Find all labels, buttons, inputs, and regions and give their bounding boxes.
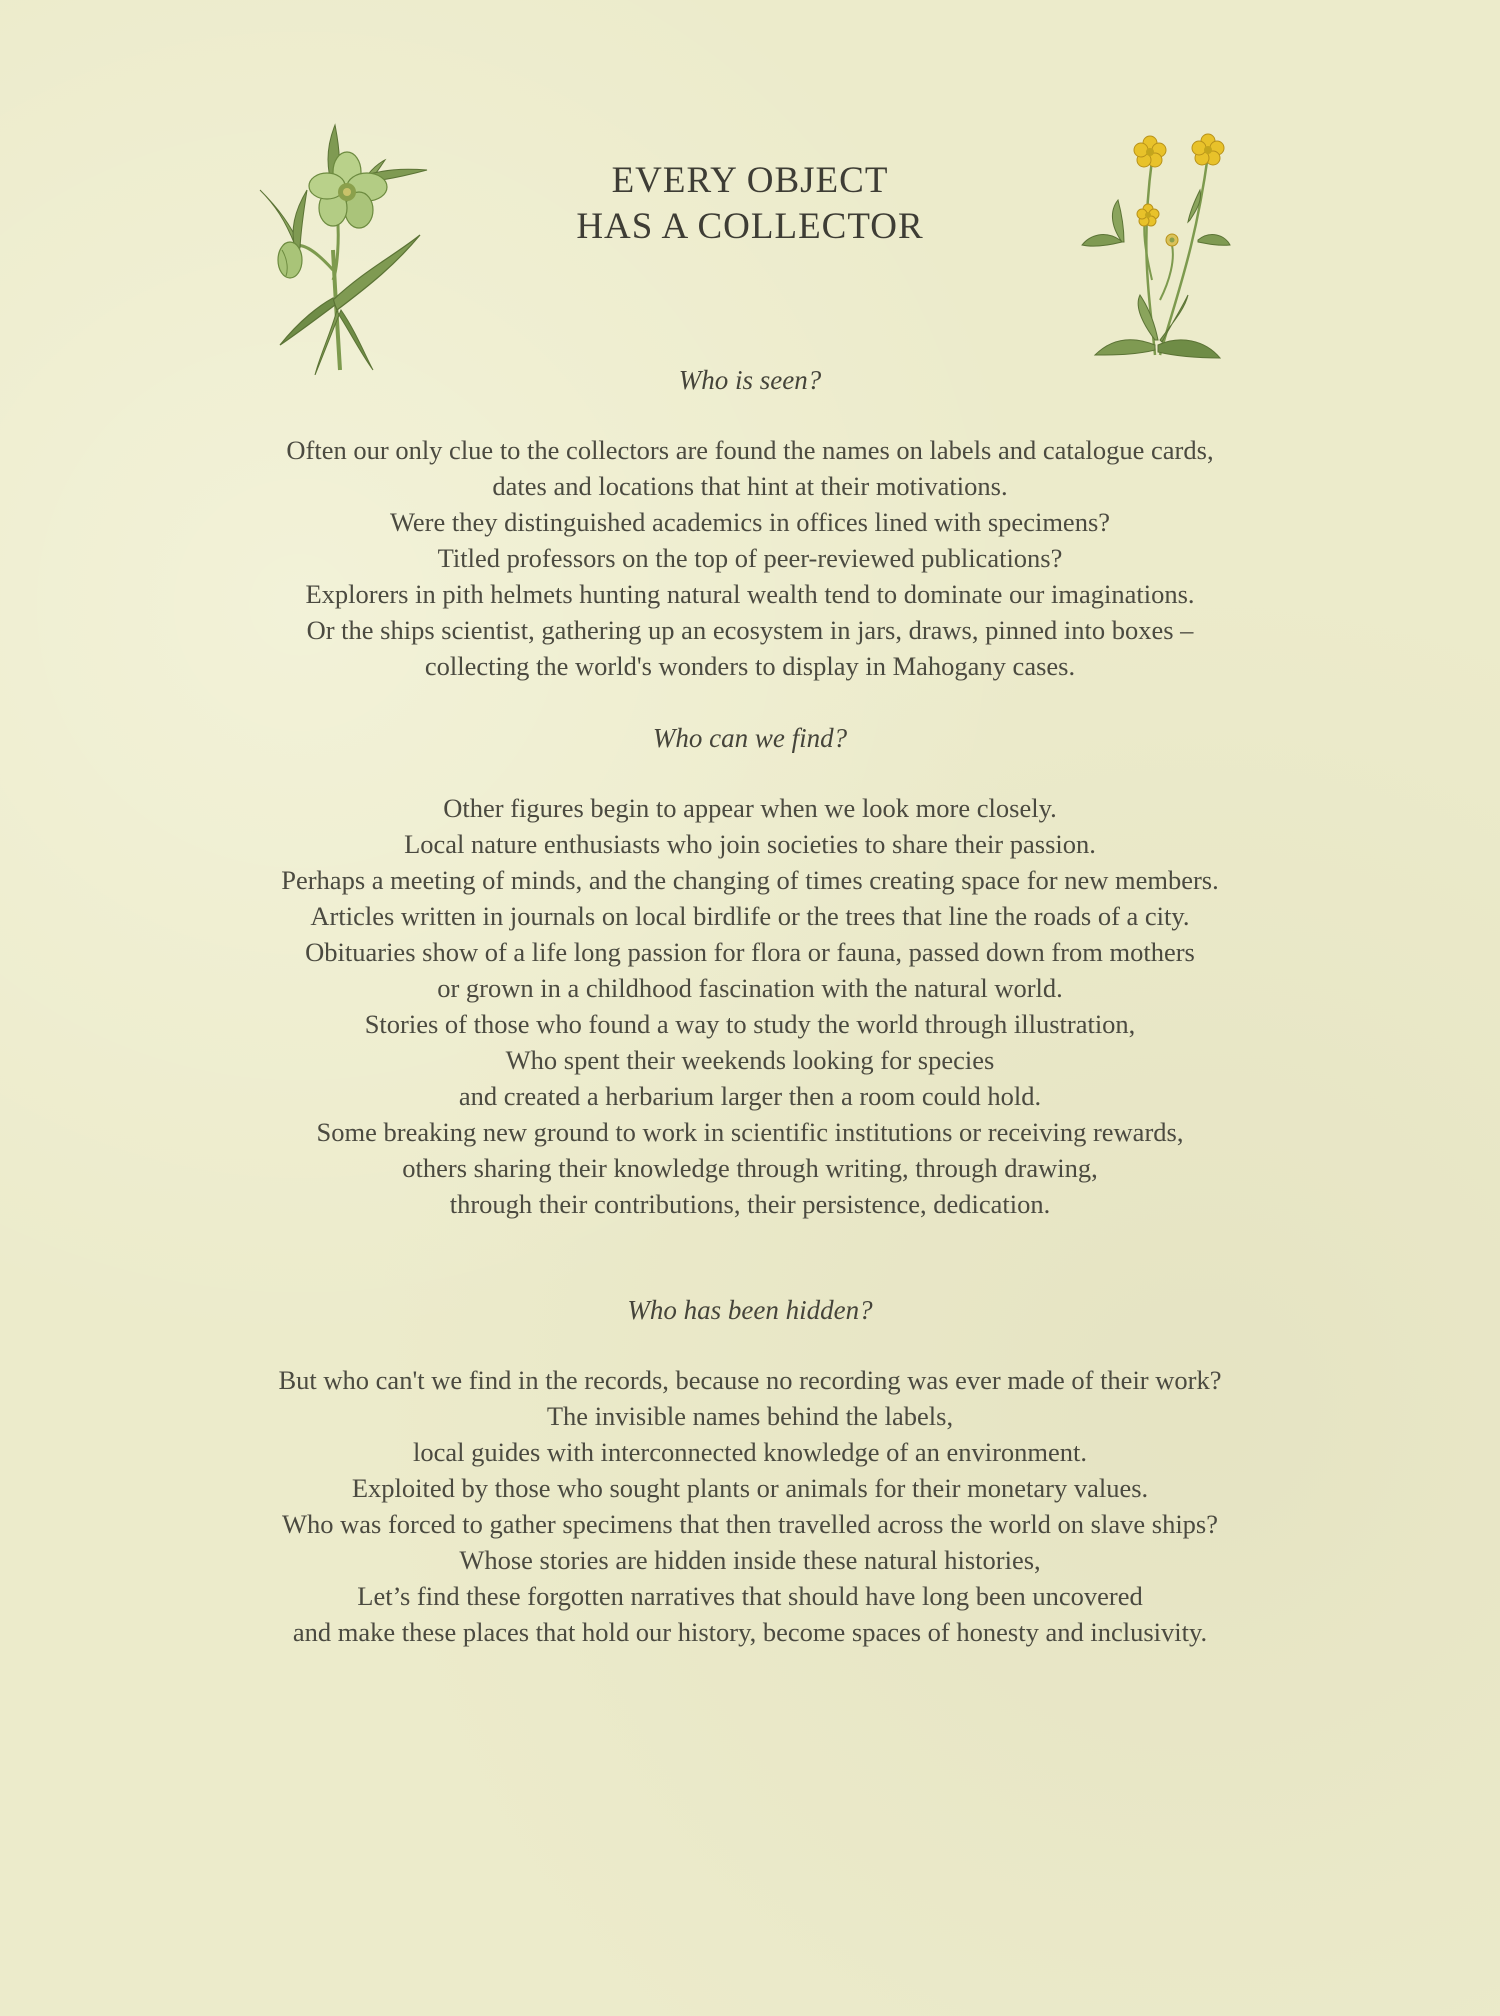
section-paragraph xyxy=(100,432,1400,684)
paragraph-line: Who spent their weekends looking for species xyxy=(505,1045,995,1075)
paragraph-line: or grown in a childhood fascination with the natural world. xyxy=(437,973,1063,1003)
section-paragraph xyxy=(100,1362,1400,1650)
paragraph-line: Or the ships scientist, gathering up an ecosystem in jars, draws, pinned into boxes – xyxy=(306,615,1194,645)
paragraph-line: Perhaps a meeting of minds, and the changing of times creating space for new members. xyxy=(281,865,1219,895)
body-content xyxy=(100,362,1400,1650)
paragraph-line: The invisible names behind the labels, xyxy=(546,1401,954,1431)
section-heading: Who has been hidden? xyxy=(627,1295,873,1325)
section-who-can-we-find xyxy=(100,720,1400,1222)
paragraph-line: Stories of those who found a way to study the world through illustration, xyxy=(364,1009,1136,1039)
hellebore-flower-illustration xyxy=(255,120,435,375)
paragraph-line: Local nature enthusiasts who join societies to share their passion. xyxy=(404,829,1096,859)
paragraph-line: local guides with interconnected knowledge of an environment. xyxy=(412,1437,1088,1467)
paragraph-line: Let’s find these forgotten narratives that should have long been uncovered xyxy=(357,1581,1143,1611)
paragraph-line: Explorers in pith helmets hunting natural wealth tend to dominate our imaginations. xyxy=(305,579,1195,609)
paragraph-line: dates and locations that hint at their motivations. xyxy=(492,471,1008,501)
paragraph-line: Were they distinguished academics in offices lined with specimens? xyxy=(389,507,1111,537)
paragraph-line: and created a herbarium larger then a room could hold. xyxy=(458,1081,1042,1111)
page-title xyxy=(450,158,1050,250)
title-line-2: HAS A COLLECTOR xyxy=(576,206,924,247)
section-who-is-seen xyxy=(100,362,1400,684)
section-paragraph xyxy=(100,790,1400,1222)
paragraph-line: others sharing their knowledge through writing, through drawing, xyxy=(402,1153,1098,1183)
paragraph-line: Obituaries show of a life long passion for flora or fauna, passed down from mothers xyxy=(305,937,1195,967)
section-who-has-been-hidden xyxy=(100,1292,1400,1650)
title-line-1: EVERY OBJECT xyxy=(611,160,889,201)
section-heading: Who is seen? xyxy=(678,365,822,395)
paragraph-line: Whose stories are hidden inside these natural histories, xyxy=(459,1545,1041,1575)
paragraph-line: Often our only clue to the collectors are found the names on labels and catalogue cards, xyxy=(286,435,1214,465)
paragraph-line: Articles written in journals on local birdlife or the trees that line the roads of a city. xyxy=(310,901,1190,931)
paragraph-line: through their contributions, their persistence, dedication. xyxy=(449,1189,1051,1219)
paragraph-line: Titled professors on the top of peer-reviewed publications? xyxy=(437,543,1063,573)
paragraph-line: and make these places that hold our history, become spaces of honesty and inclusivity. xyxy=(292,1617,1208,1647)
paragraph-line: But who can't we find in the records, because no recording was ever made of their work? xyxy=(278,1365,1222,1395)
paragraph-line: Who was forced to gather specimens that then travelled across the world on slave ships? xyxy=(281,1509,1219,1539)
paragraph-line: collecting the world's wonders to display in Mahogany cases. xyxy=(424,651,1076,681)
paragraph-line: Some breaking new ground to work in scientific institutions or receiving rewards, xyxy=(316,1117,1184,1147)
buttercup-flower-illustration xyxy=(1080,130,1240,365)
paragraph-line: Exploited by those who sought plants or animals for their monetary values. xyxy=(351,1473,1149,1503)
paragraph-line: Other figures begin to appear when we look more closely. xyxy=(443,793,1057,823)
section-heading: Who can we find? xyxy=(652,723,848,753)
